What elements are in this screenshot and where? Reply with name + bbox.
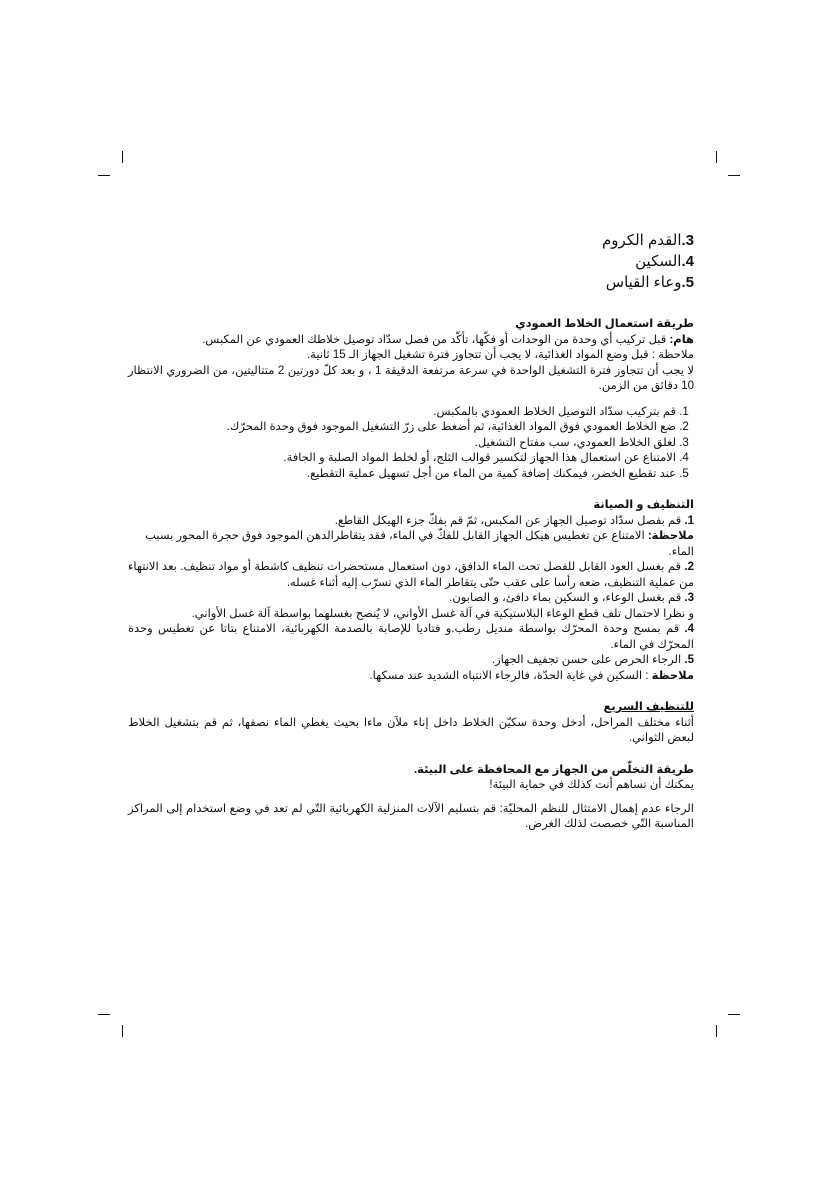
quick-clean-text: أثناء مختلف المراحل، أدخل وحدة سكيّن الخلاط داخل إناء ملآن ماءا بحيث يغطي الماء نصفها، ثم قم بتشغيل الخلاط لبعض الثواني. [128, 716, 694, 744]
usage-section [128, 317, 694, 482]
crop-mark-top-left-h [98, 175, 110, 176]
disposal-line-1: يمكنك أن تساهم أنت كذلك في حماية البيئة! [489, 779, 694, 791]
usage-step: 3. لغلق الخلاط العمودي، سب مفتاح التشغيل. [128, 436, 676, 452]
usage-note-1: ملاحظة : قبل وضع المواد الغذائية، لا يجب أن تتجاوز فترة تشغيل الجهاز الـ 15 ثانية. [306, 349, 694, 361]
cleaning-item-1: 1. قم بفصل سدّاد توصيل الجهاز عن المكبس، ثمّ قم بفكّ جزء الهيكل القاطع. [334, 514, 694, 527]
usage-step: 1. قم بتركيب سدّاد التوصيل الخلاط العمودي بالمكبس. [128, 405, 676, 421]
crop-mark-top-left-v [122, 151, 123, 163]
cleaning-item-4: 4. قم بمسح وحدة المحرّك بواسطة منديل رطب.و فتاديا للإصابة بالصدمة الكهربائية، الامتناع بتاتا عن تغطيس وحدة المحرّك في الماء. [128, 623, 694, 651]
crop-mark-bottom-left-h [98, 1014, 110, 1015]
dishwasher-warning: و نظرا لاحتمال تلف قطع الوعاء البلاستيكية في آلة غسل الأواني، لا يُنصح بغسلهما بواسطة آلة غسل الأواني. [191, 607, 694, 620]
disposal-line-2: الرجاء عدم إهمال الامتثال للنظم المحليّة: قم بتسليم الآلات المنزلية الكهربائية التّي لم تعد في وضع استخدام إلى المراكز المناسبة التّي خصصت لذلك الغرض. [128, 802, 694, 830]
part-item: 3.القدم الكروم [602, 232, 694, 249]
usage-step: 5. عند تقطيع الخضر، فيمكنك إضافة كمية من الماء من أجل تسهيل عملية التقطيع. [128, 467, 676, 483]
crop-mark-bottom-left-v [122, 1025, 123, 1037]
usage-step: 4. الامتناع عن استعمال هذا الجهاز لتكسير قوالب الثلج، أو لخلط المواد الصلبة و الجافة. [128, 451, 676, 467]
cleaning-note-2: ملاحظة : السكين في غاية الحدّة، فالرجاء الانتباه الشديد عند مسكها. [369, 669, 694, 682]
disposal-section [128, 763, 694, 833]
crop-mark-bottom-right-h [728, 1014, 740, 1015]
usage-step: 2. ضع الخلاط العمودي فوق المواد الغذائية، ثم أضغط على زرّ التشغيل الموجود فوق وحدة المحرّك. [128, 420, 676, 436]
document-body [128, 230, 694, 849]
quick-clean-section [128, 700, 694, 747]
important-note: هام: قبل تركيب أي وحدة من الوحدات أو فكّها، تأكّد من فصل سدّاد توصيل خلاطك العمودي عن المكبس. [202, 333, 694, 346]
crop-mark-bottom-right-v [716, 1025, 717, 1037]
parts-list [128, 230, 694, 293]
cleaning-note: ملاحظة: الامتناع عن تغطيس هيكل الجهاز القابل للفكّ في الماء، فقد يتقاطرالدهن الموجود فوق حجرة المحور بسبب الماء. [145, 530, 694, 558]
quick-clean-title: للتنظيف السريع [603, 701, 694, 713]
cleaning-section [128, 498, 694, 684]
usage-steps [128, 405, 694, 483]
disposal-title: طريقة التخلّص من الجهاز مع المحافظة على البيئة. [413, 763, 694, 776]
crop-mark-top-right-h [728, 175, 740, 176]
cleaning-item-5: 5. الرجاء الحرص على حسن تجفيف الجهاز. [491, 654, 694, 666]
crop-mark-top-right-v [716, 151, 717, 163]
cleaning-item-2: 2. قم بغسل العود القابل للفصل تحت الماء الدافق، دون استعمال مستحضرات تنظيف كاشطة أو مواد تنظيف. بعد الانتهاء من عملية التنظيف، ضعه رأسا على عقب حتّى يتقاطر الماء الذي تسرّب إليه أثناء غسله. [128, 561, 694, 589]
part-item: 4.السكين [635, 253, 694, 270]
usage-title: طريقة استعمال الخلاط العمودي [515, 318, 694, 330]
cleaning-title: التنظيف و الصيانة [593, 499, 694, 511]
part-item: 5.وعاء القياس [605, 274, 694, 291]
cleaning-item-3: 3. قم بغسل الوعاء، و السكين بماء دافئ، و الصابون. [449, 592, 694, 604]
usage-note-2: لا يجب أن تتجاوز فترة التشغيل الواحدة في سرعة مرتفعة الدقيقة 1 ، و بعد كلّ دورتين 2 متتاليتين، من الضروري الانتظار 10 دقائق من الزمن. [128, 364, 694, 392]
